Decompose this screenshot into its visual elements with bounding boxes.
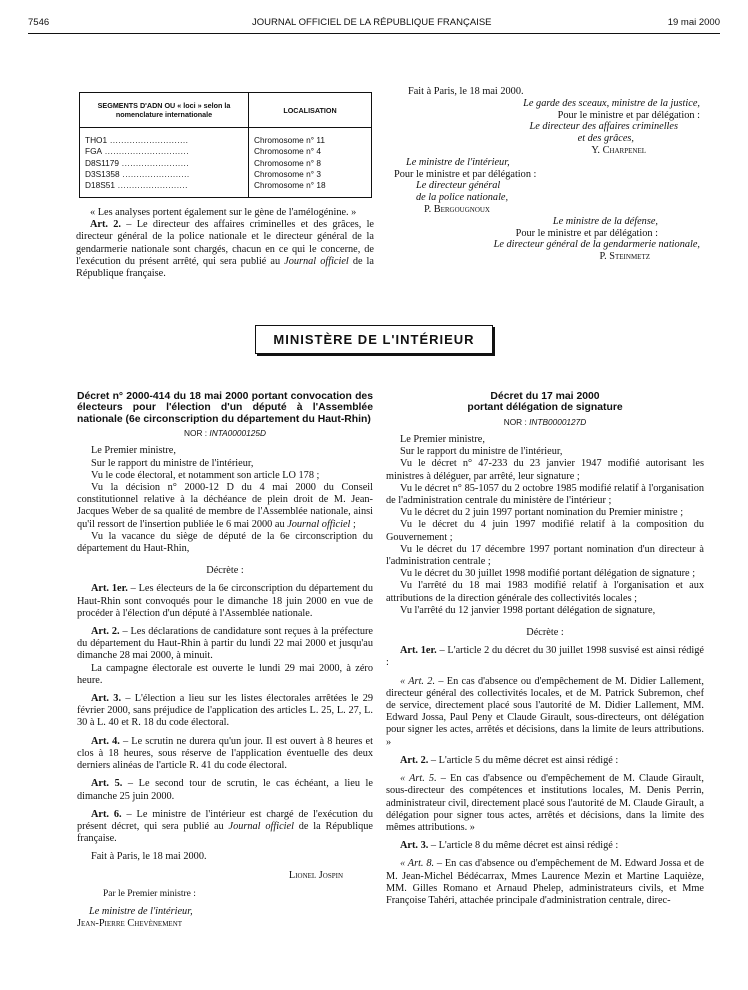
article-2-paragraph: Art. 2. – Le directeur des affaires criminelles et des grâces, le directeur général de la police nationale et le directeur général de la gendarmerie nationale sont chargés, chacun en ce qui le concerne, de l'exécution du présent arrêté, qui sera publié au Journal officiel de la République française. — [76, 219, 374, 280]
signatory-title: Le garde des sceaux, ministre de la justice, — [523, 97, 700, 109]
amelogenin-note: « Les analyses portent également sur le gène de l'amélogénine. » — [90, 207, 357, 218]
signatory-title: Le directeur des affaires criminelles — [529, 121, 678, 133]
article-paragraph: Art. 6. – Le ministre de l'intérieur est chargé de l'exécution du présent décret, qui sera publié au Journal officiel de la République française. — [77, 808, 373, 845]
article-paragraph: Art. 2. – Les déclarations de candidature sont reçues à la préfecture du département du Haut-Rhin à partir du lundi 22 mai 2000 et jusqu'au dimanche 28 mai 2000, à minuit. — [77, 626, 373, 662]
signatory-title: Le directeur général de la gendarmerie nationale, — [493, 239, 700, 251]
quoted-article: « Art. 2. – En cas d'absence ou d'empêchement de M. Didier Lallement, directeur général des collectivités locales, et de M. Patrick Subremon, chef de service, directement placé sous l'autorité de M. Didier Lallement, MM. Edward Jossa, Paul Peny et Claude Girault, sous-directeurs, ont délégation pour signer les actes, arrêtés et décisions, dans la limite de leurs attributions. » — [386, 675, 704, 748]
text-line: Le Premier ministre, — [400, 434, 485, 446]
quoted-article: « Art. 5. – En cas d'absence ou d'empêchement de M. Claude Girault, sous-directeur des compétences et institutions locales, M. Denis Perrin, administrateur civil, directement placé sous l'autorité de M. Claude Girault, a délégation pour signer tous actes, arrêtés et décisions, dans la limite des mêmes attributions. » — [386, 773, 704, 833]
table-row — [80, 180, 372, 198]
table-cell-location: Chromosome n° 4 — [249, 146, 372, 157]
table-row — [80, 128, 372, 147]
article-paragraph: Art. 2. – L'article 5 du même décret est ainsi rédigé : — [400, 754, 619, 766]
leader-dots: ........................ — [118, 157, 190, 168]
decree-17-mai-2000 — [386, 391, 704, 907]
article-paragraph: Art. 1er. – L'article 2 du décret du 30 juillet 1998 susvisé est ainsi rédigé : — [386, 645, 704, 669]
signatory-title: et des grâces, — [577, 133, 634, 145]
table-cell-locus: D18S51 — [85, 180, 115, 191]
decrete-heading: Décrète : — [526, 627, 564, 639]
text-line: Vu le décret du 30 juillet 1998 modifié portant délégation de signature ; — [400, 568, 696, 580]
leader-dots: ......................... — [114, 180, 188, 191]
leader-dots: ............................ — [107, 135, 189, 145]
page-header — [28, 17, 720, 31]
text-line: Vu l'arrêté du 18 mai 1983 modifié relatif à l'organisation et aux attributions de la direction générale des collectivités locales ; — [386, 580, 704, 604]
article-paragraph: Art. 1er. – Les électeurs de la 6e circonscription du département du Haut-Rhin sont convoqués pour le dimanche 18 juin 2000 en vue de procéder à l'élection d'un député à l'Assemblée nationale. — [77, 583, 373, 619]
text-line: Le Premier ministre, — [91, 445, 176, 457]
signatory-name: Jean-Pierre Chevènement — [77, 918, 183, 930]
signatory-title: Le ministre de la défense, — [552, 215, 658, 227]
left-top-text — [76, 207, 374, 280]
signatory-title: Le ministre de l'intérieur, — [406, 156, 510, 168]
signatory-name: P. Steinmetz — [599, 251, 650, 263]
text-line: Sur le rapport du ministre de l'intérieur, — [91, 457, 254, 469]
signatory-name: Lionel Jospin — [288, 869, 343, 881]
decree-title: Décret n° 2000-414 du 18 mai 2000 portant convocation des électeurs pour l'élection d'un député à l'Assemblée nationale (6e circonscription du département du Haut-Rhin) — [77, 391, 373, 425]
delegation-line: Pour le ministre et par délégation : — [515, 227, 658, 239]
delegation-line: Pour le ministre et par délégation : — [394, 168, 537, 180]
text-line: Sur le rapport du ministre de l'intérieur, — [400, 446, 563, 458]
signing-place-date: Fait à Paris, le 18 mai 2000. — [91, 851, 207, 863]
text-line: Vu le code électoral, et notamment son article LO 178 ; — [91, 469, 320, 481]
nor-reference: NOR : INTA0000125D — [184, 428, 266, 439]
table-cell-location: Chromosome n° 3 — [249, 169, 372, 180]
article-paragraph: Art. 3. – L'article 8 du même décret est ainsi rédigé : — [400, 840, 619, 852]
table-cell-locus: THO1 — [85, 135, 108, 145]
table-row — [80, 158, 372, 169]
text-line: Vu le décret du 17 décembre 1997 portant nomination d'un directeur à l'administration centrale ; — [386, 543, 704, 568]
quoted-article: « Art. 8. – En cas d'absence ou d'empêchement de M. Edward Jossa et de M. Jean-Michel Bédécarrax, Mmes Laurence Mezin et Martine Laquièze, MM. Gilles Romano et Arnaud Phelep, administrateurs civils, et Mme Françoise Tahéri, attachée principale d'administration centrale, direc- — [386, 858, 704, 906]
journal-title: JOURNAL OFFICIEL DE LA RÉPUBLIQUE FRANÇAISE — [252, 17, 492, 28]
text-line: Vu la vacance du siège de député de la 6e circonscription du département du Haut-Rhin, — [77, 530, 373, 555]
signatory-name: Y. Charpenel — [591, 144, 646, 156]
text-line: Vu le décret n° 85-1057 du 2 octobre 1985 modifié relatif à l'organisation de l'administration centrale du ministère de l'intérieur ; — [386, 482, 704, 507]
decree-subtitle: portant délégation de signature — [467, 402, 623, 414]
leader-dots: .............................. — [102, 146, 190, 157]
header-rule — [28, 33, 720, 34]
table-row — [80, 146, 372, 157]
page-number: 7546 — [28, 17, 50, 28]
article-paragraph: Art. 5. – Le second tour de scrutin, le cas échéant, a lieu le dimanche 25 juin 2000. — [77, 778, 373, 802]
leader-dots: ........................ — [119, 168, 190, 179]
article-paragraph: Art. 3. – L'élection a lieu sur les listes électorales arrêtées le 29 février 2000, sans préjudice de l'application des articles L. 25, L. 27, L. 30 à L. 40 et R. 18 du code électoral. — [77, 693, 374, 729]
issue-date: 19 mai 2000 — [667, 17, 720, 28]
table-cell-locus: FGA — [85, 146, 103, 157]
table-cell-location: Chromosome n° 11 — [249, 128, 372, 147]
decrete-heading: Décrète : — [206, 565, 244, 577]
text-line: Vu le décret n° 47-233 du 23 janvier 1947 modifié autorisant les ministres à déléguer, par arrêté, leur signature ; — [386, 458, 704, 482]
signatory-title: Le directeur général — [416, 180, 501, 192]
decree-title: Décret du 17 mai 2000 — [490, 391, 600, 402]
signatory-title: de la police nationale, — [416, 192, 509, 204]
text-line: Vu le décret du 2 juin 1997 portant nomination du Premier ministre ; — [400, 507, 684, 519]
table-cell-locus: D3S1358 — [85, 168, 120, 179]
article-paragraph: La campagne électorale est ouverte le lundi 29 mai 2000, à zéro heure. — [77, 662, 373, 686]
delegation-line: Pour le ministre et par délégation : — [557, 109, 700, 121]
text-line: Vu le décret du 4 juin 1997 modifié relatif à la composition du Gouvernement ; — [386, 519, 704, 543]
signature-block-arrete — [394, 86, 700, 263]
table-cell-location: Chromosome n° 18 — [249, 180, 372, 198]
signatory-title: Le ministre de l'intérieur, — [89, 905, 193, 917]
text-line: Vu l'arrêté du 12 janvier 1998 portant délégation de signature, — [400, 604, 656, 616]
nor-reference: NOR : INTB0000127D — [503, 416, 587, 427]
dna-segments-table — [79, 92, 372, 198]
article-paragraph: Art. 4. – Le scrutin ne durera qu'un jour. Il est ouvert à 8 heures et clos à 18 heures, sous réserve de l'application éventuelle des deux derniers alinéas de l'article R. 41 du code électoral. — [77, 735, 373, 772]
signing-place-date: Fait à Paris, le 18 mai 2000. — [408, 86, 524, 97]
delegation-line: Par le Premier ministre : — [103, 888, 196, 899]
table-header-segments: SEGMENTS D'ADN OU « loci » selon la nomenclature internationale — [80, 93, 249, 128]
decree-2000-414 — [77, 391, 373, 930]
table-header-location: LOCALISATION — [249, 93, 372, 128]
table-cell-locus: D8S1179 — [85, 157, 119, 168]
table-row — [80, 169, 372, 180]
table-cell-location: Chromosome n° 8 — [249, 158, 372, 169]
text-line: Vu la décision n° 2000-12 D du 4 mai 2000 du Conseil constitutionnel relative à la déchéance de plein droit de M. Jean-Jacques Weber de sa qualité de membre de l'Assemblée nationale, ainsi qu'il ressort de l'insertion publiée le 6 mai 2000 au Journal officiel ; — [77, 482, 373, 530]
signatory-name: P. Bergougnoux — [424, 203, 490, 215]
ministry-banner: MINISTÈRE DE L'INTÉRIEUR — [255, 325, 493, 354]
